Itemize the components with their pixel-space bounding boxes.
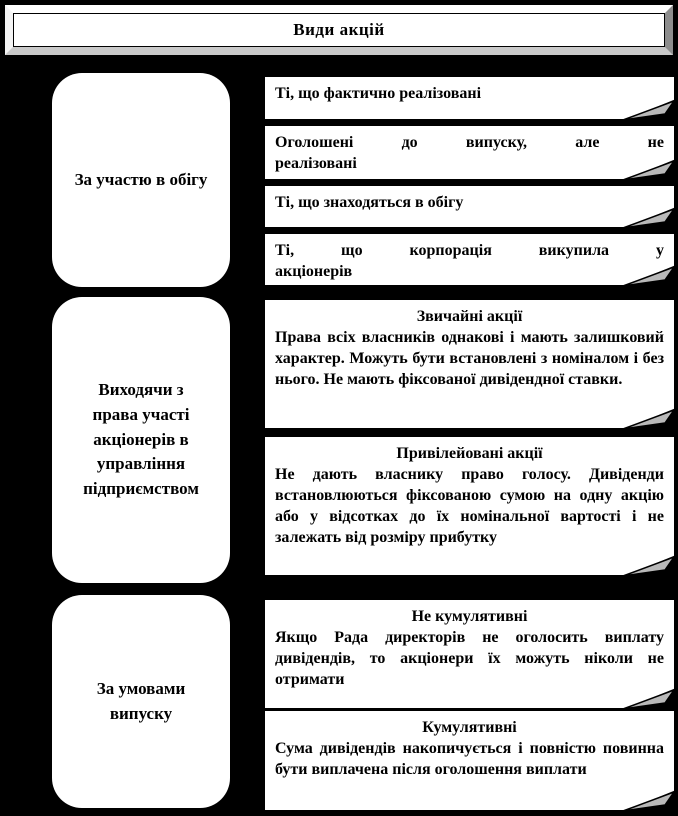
category-circulation (52, 73, 230, 287)
note-actually-sold (263, 75, 676, 121)
note-cumulative (263, 709, 676, 812)
note-text: Не дають власнику право голосу. Дивіденди встановлюються фіксованою сумою на одну акцію або у відсотках до їх номінальної вартості і не залежать від розміру прибутку (275, 466, 664, 546)
note-preferred-shares (263, 435, 676, 577)
note-text-line: реалізовані (275, 155, 357, 172)
folded-corner-icon (622, 265, 676, 287)
folded-corner-icon (622, 159, 676, 181)
title-bar (4, 4, 674, 56)
note-text: Якщо Рада директорів не оголосить виплату дивідендів, то акціонери їх можуть ніколи не отримати (275, 629, 664, 688)
note-common-shares (263, 298, 676, 430)
note-text-line: акціонерів (275, 263, 353, 280)
folded-corner-icon (622, 207, 676, 229)
folded-corner-icon (622, 99, 676, 121)
folded-corner-icon (622, 688, 676, 710)
category-label: За участю в обігу (74, 169, 208, 189)
note-repurchased (263, 232, 676, 287)
category-label: Виходячи з права участі акціонерів в управління підприємством (83, 380, 199, 498)
note-text-line: Ті, що корпорація викупила у (275, 242, 664, 259)
note-text-line: Оголошені до випуску, але не (275, 134, 664, 151)
note-heading: Кумулятивні (422, 719, 517, 736)
note-in-circulation (263, 184, 676, 229)
category-label: За умовами випуску (96, 678, 186, 723)
note-text: Ті, що знаходяться в обігу (275, 194, 464, 211)
category-management-rights (52, 297, 230, 583)
folded-corner-icon (622, 790, 676, 812)
title-bevel-frame (5, 5, 673, 55)
category-issue-terms (52, 595, 230, 808)
note-text: Ті, що фактично реалізовані (275, 85, 482, 102)
note-heading: Звичайні акції (416, 308, 523, 325)
note-non-cumulative (263, 598, 676, 710)
folded-corner-icon (622, 555, 676, 577)
note-text: Сума дивідендів накопичується і повністю повинна бути виплачена після оголошення виплати (275, 740, 664, 778)
note-heading: Не кумулятивні (411, 608, 528, 625)
page-title: Види акцій (293, 20, 385, 39)
folded-corner-icon (622, 408, 676, 430)
note-text: Права всіх власників однакові і мають залишковий характер. Можуть бути встановлені з номіналом і без нього. Не мають фіксованої дивідендної ставки. (275, 329, 664, 388)
note-heading: Привілейовані акції (396, 445, 543, 462)
note-announced-not-sold (263, 124, 676, 181)
